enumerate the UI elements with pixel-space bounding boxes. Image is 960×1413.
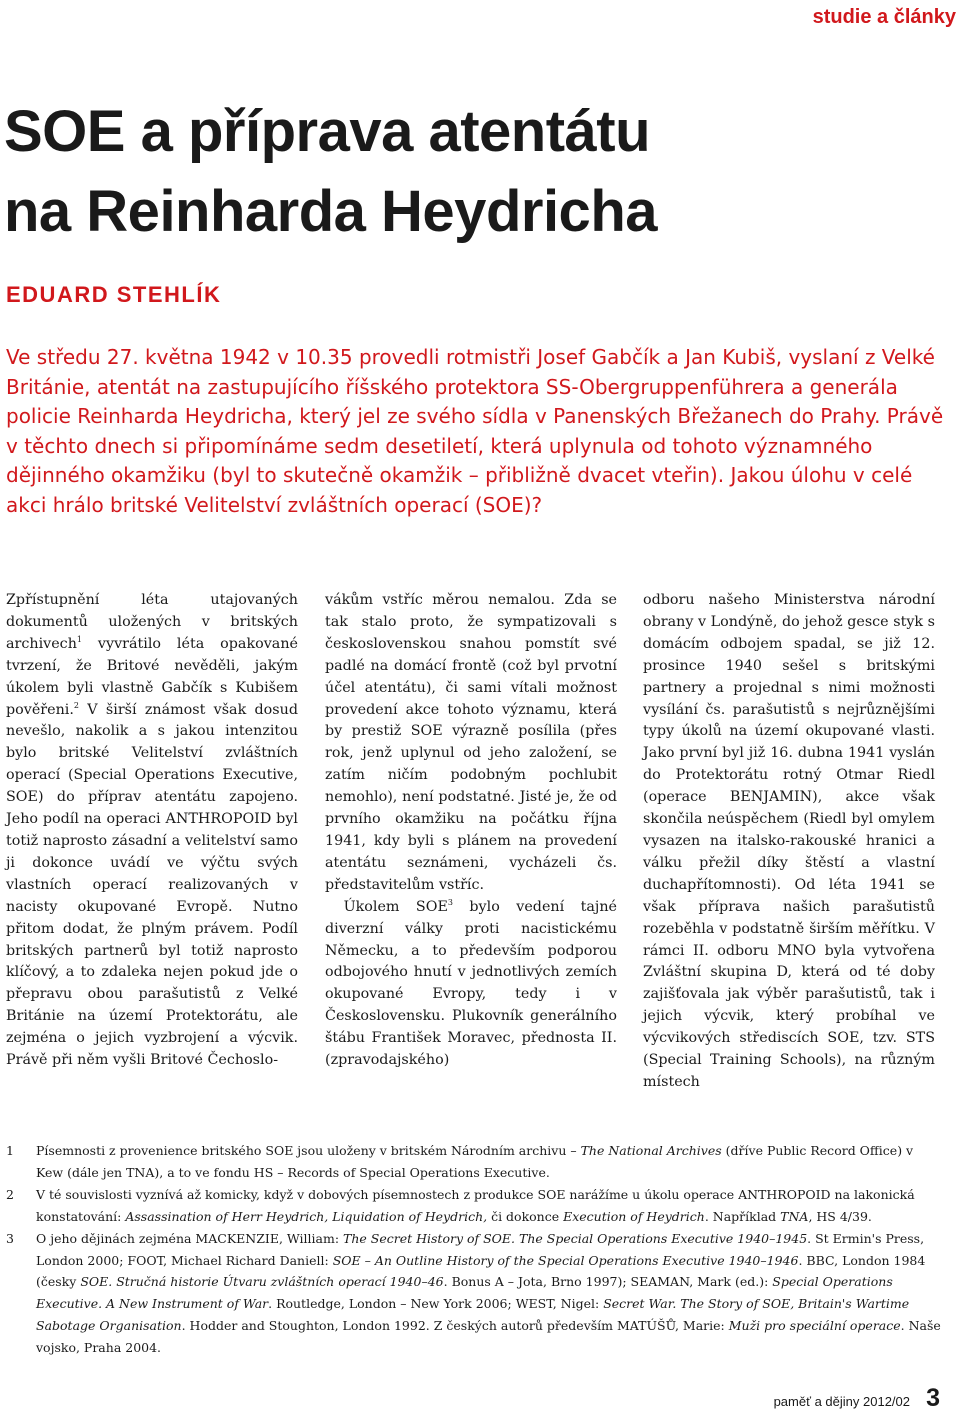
author-name: EDUARD STEHLÍK [6,282,222,307]
footnote-text: O jeho dějinách zejména MACKENZIE, William: The Secret History of SOE. The Special Operations Executive 1940–1945. St Ermin's Press, London 2000; FOOT, Michael Richard Daniell: SOE – An Outline History of the Special Operations Executive 1940–1946. BBC, London 1984 (česky SOE. Stručná historie Útvaru zvláštních operací 1940–46. Bonus A – Jota, Brno 1997); SEAMAN, Mark (ed.): Special Operations Executive. A New Instrument of War. Routledge, London – New York 2006; WEST, Nigel: Secret War. The Story of SOE, Britain's Wartime Sabotage Organisation. Hodder and Stoughton, London 1992. Z českých autorů především MATÚŠŮ, Marie: Muži pro speciální operace. Naše vojsko, Praha 2004. [36,1230,941,1356]
footnote-ref-2[interactable]: 2 [73,700,80,710]
footnote-3 [6,1228,941,1359]
title-line-1: SOE a příprava atentátu [4,99,651,164]
body-column-1 [6,590,298,1072]
footnote-number: 3 [6,1230,14,1246]
article-title [4,92,904,252]
footnote-number: 2 [6,1186,14,1202]
footnote-2 [6,1184,941,1228]
footnotes [6,1140,941,1359]
footnote-text: Písemnosti z provenience britského SOE jsou uloženy v britském Národním archivu – The National Archives (dříve Public Record Office) v Kew (dále jen TNA), a to ve fondu HS – Records of Special Operations Executive. [36,1143,914,1180]
paragraph: Úkolem SOE$^3$ bylo vedení tajné diverzní války proti nacistickému Německu, a to především podporou odbojového hnutí v jednotlivých zemích okupované Evropy, tedy i v Československu. Plukovník generálního štábu František Moravec, přednosta II. (zpravodajského) [325,897,617,1069]
footnote-number: 1 [6,1143,14,1158]
footnote-1 [6,1140,941,1184]
paragraph: Zpřístupnění léta utajovaných dokumentů uložených v britských archivech$^1$ vyvrátilo léta opakované tvrzení, že Britové nevěděli, jakým úkolem byli vlastně Gabčík s Kubišem pověřeni.$^2$ V širší známost však dosud nevešlo, nakolik a s jakou intenzitou bylo britské Velitelství zvláštních operací (Special Operations Executive, SOE) do příprav atentátu zapojeno. Jeho podíl na operaci ANTHROPOID byl totiž naprosto zásadní a velitelství samo ji dokonce uvádí ve výčtu svých vlastních operací realizovaných v nacisty okupované Evropě. Nutno přitom dodat, že plným právem. Podíl britských partnerů byl totiž naprosto klíčový, a to zdaleka nejen pokud jde o přepravu obou parašutistů z Velké Británie na území Protektorátu, ale zejména o jejich vyzbrojení a výcvik. Právě při něm vyšli Britové Čechoslo- [6,592,298,1069]
lead-paragraph: Ve středu 27. května 1942 v 10.35 provedli rotmistři Josef Gabčík a Jan Kubiš, vyslaní z Velké Británie, atentát na zastupujícího říšského protektora SS-Obergruppenführera a generála policie Reinharda Heydricha, který jel ze svého sídla v Panenských Břežanech do Prahy. Právě v těchto dnech si připomínáme sedm desetiletí, která uplynula od tohoto významného dějinného okamžiku (byl to skutečně okamžik – přibližně dvacet vteřin). Jakou úlohu v celé akci hrálo britské Velitelství zvláštních operací (SOE)? [6,345,944,517]
footnote-ref-3[interactable]: 3 [447,897,453,907]
page-number: 3 [926,1384,940,1412]
paragraph: vákům vstříc měrou nemalou. Zda se tak stalo proto, že sympatizovali s československou snahou pomstít své padlé na domácí frontě (což byl prvotní účel atentátu), či sami vítali možnost provedení akce tohoto významu, která by prestiž SOE výrazně posílila (přes rok, jenž uplynul od jeho založení, se zatím ničím podobným pochlubit nemohlo), není podstatné. Jisté je, že od prvního okamžiku na počátku října 1941, kdy byli s plánem na provedení atentátu seznámeni, vycházeli čs. představitelům vstříc. [325,592,617,893]
title-line-2: na Reinharda Heydricha [4,179,657,244]
section-tag: studie a články [812,6,956,28]
paragraph: odboru našeho Ministerstva národní obrany v Londýně, do jehož gesce styk s domácím odbojem spadal, se již 12. prosince 1940 sešel s britskými partnery a projednal s nimi možnosti vysílání čs. parašutistů s nejrůznějšími typy úkolů na území okupované vlasti. Jako první byl již 16. dubna 1941 vyslán do Protektorátu rotný Otmar Riedl (operace BENJAMIN), akce však skončila neúspěchem (Riedl byl omylem vysazen na italsko-rakouské hranici a válku přežil díky štěstí a vlastní duchapřítomnosti). Od léta 1941 se však příprava našich parašutistů rozeběhla v podstatně širším měřítku. V rámci II. odboru MNO byla vytvořena Zvláštní skupina D, která od té doby zajišťovala jak výběr parašutistů, tak i jejich výcvik, který probíhal ve výcvikových střediscích SOE, tzv. STS (Special Training Schools), na různým místech [643,592,935,1090]
footnote-ref-1[interactable]: 1 [76,635,82,645]
body-column-2 [325,590,617,1072]
footnote-text: V té souvislosti vyznívá až komicky, když v dobových písemnostech z produkce SOE narážíme u úkolu operace ANTHROPOID na lakonická konstatování: Assassination of Herr Heydrich, Liquidation of Heydrich, či dokonce Execution of Heydrich. Například TNA, HS 4/39. [36,1186,915,1224]
body-column-3 [643,590,935,1094]
journal-issue: paměť a dějiny 2012/02 [773,1394,910,1409]
